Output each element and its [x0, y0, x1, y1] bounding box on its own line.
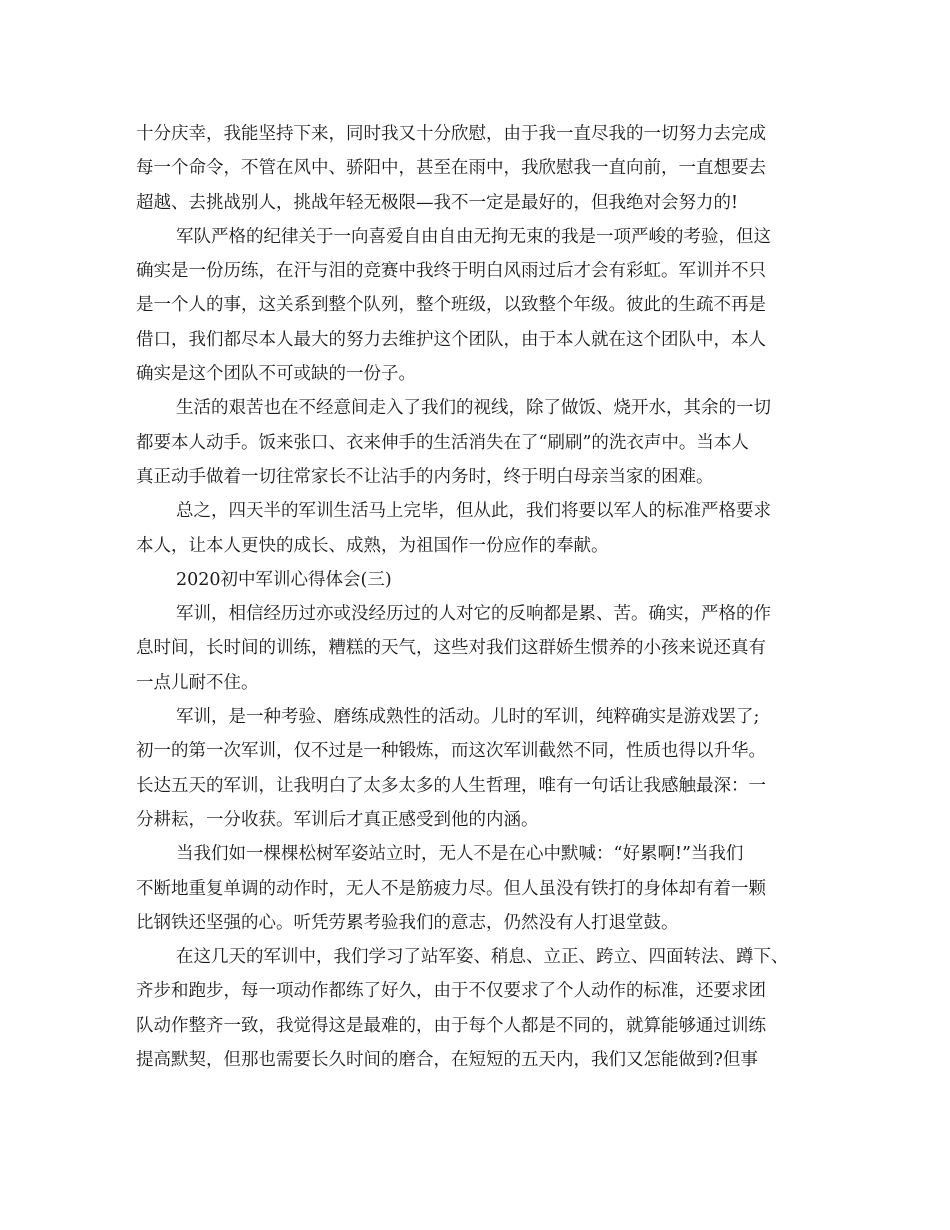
text-line: 息时间，长时间的训练，糟糕的天气，这些对我们这群娇生惯养的小孩来说还真有: [136, 638, 766, 659]
text-line: 初一的第一次军训，仅不过是一种锻炼，而这次军训截然不同，性质也得以升华。: [136, 741, 766, 762]
text-line: 每一个命令，不管在风中、骄阳中，甚至在雨中，我欣慰我一直向前，一直想要去: [136, 158, 766, 179]
text-line: 队动作整齐一致，我觉得这是最难的，由于每个人都是不同的，就算能够通过训练: [136, 1015, 766, 1036]
document-body: [136, 117, 816, 1077]
text-line: 比钢铁还坚强的心。听凭劳累考验我们的意志，仍然没有人打退堂鼓。: [136, 912, 679, 933]
text-line: 真正动手做着一切往常家长不让沾手的内务时，终于明白母亲当家的困难。: [136, 466, 714, 487]
text-line: 军队严格的纪律关于一向喜爱自由自由无拘无束的我是一项严峻的考验，但这: [176, 226, 771, 247]
text-line: 本人，让本人更快的成长、成熟，为祖国作一份应作的奉献。: [136, 535, 609, 556]
text-line: 提高默契，但那也需要长久时间的磨合，在短短的五天内，我们又怎能做到?但事: [136, 1050, 758, 1071]
text-line: 军训，相信经历过亦或没经历过的人对它的反响都是累、苦。确实，严格的作: [176, 604, 771, 625]
text-line: 生活的艰苦也在不经意间走入了我们的视线，除了做饭、烧开水，其余的一切: [176, 398, 771, 419]
text-line: 分耕耘，一分收获。军训后才真正感受到他的内涵。: [136, 809, 539, 830]
text-line: 不断地重复单调的动作时，无人不是筋疲力尽。但人虽没有铁打的身体却有着一颗: [136, 878, 766, 899]
text-line: 确实是这个团队不可或缺的一份子。: [136, 364, 416, 385]
text-line: 都要本人动手。饭来张口、衣来伸手的生活消失在了“刷刷”的洗衣声中。当本人: [136, 432, 749, 453]
text-line: 长达五天的军训，让我明白了太多太多的人生哲理，唯有一句话让我感触最深：一: [136, 775, 766, 796]
text-line: 军训，是一种考验、磨练成熟性的活动。儿时的军训，纯粹确实是游戏罢了;: [176, 707, 760, 728]
text-line: 借口，我们都尽本人最大的努力去维护这个团队，由于本人就在这个团队中，本人: [136, 329, 766, 350]
text-line: 2020初中军训心得体会(三): [176, 569, 392, 590]
text-line: 确实是一份历练，在汗与泪的竞赛中我终于明白风雨过后才会有彩虹。军训并不只: [136, 261, 766, 282]
text-line: 齐步和跑步，每一项动作都练了好久，由于不仅要求了个人动作的标准，还要求团: [136, 981, 766, 1002]
text-line: 当我们如一棵棵松树军姿站立时，无人不是在心中默喊：“好累啊!”当我们: [176, 844, 744, 865]
text-line: 超越、去挑战别人，挑战年轻无极限—我不一定是最好的，但我绝对会努力的!: [136, 192, 739, 213]
text-line: 总之，四天半的军训生活马上完毕，但从此，我们将要以军人的标准严格要求: [176, 501, 771, 522]
text-line: 一点儿耐不住。: [136, 672, 259, 693]
text-line: 十分庆幸，我能坚持下来，同时我又十分欣慰，由于我一直尽我的一切努力去完成: [136, 124, 766, 144]
text-line: 在这几天的军训中，我们学习了站军姿、稍息、立正、跨立、四面转法、蹲下、: [176, 947, 789, 968]
text-line: 是一个人的事，这关系到整个队列，整个班级，以致整个年级。彼此的生疏不再是: [136, 295, 766, 316]
